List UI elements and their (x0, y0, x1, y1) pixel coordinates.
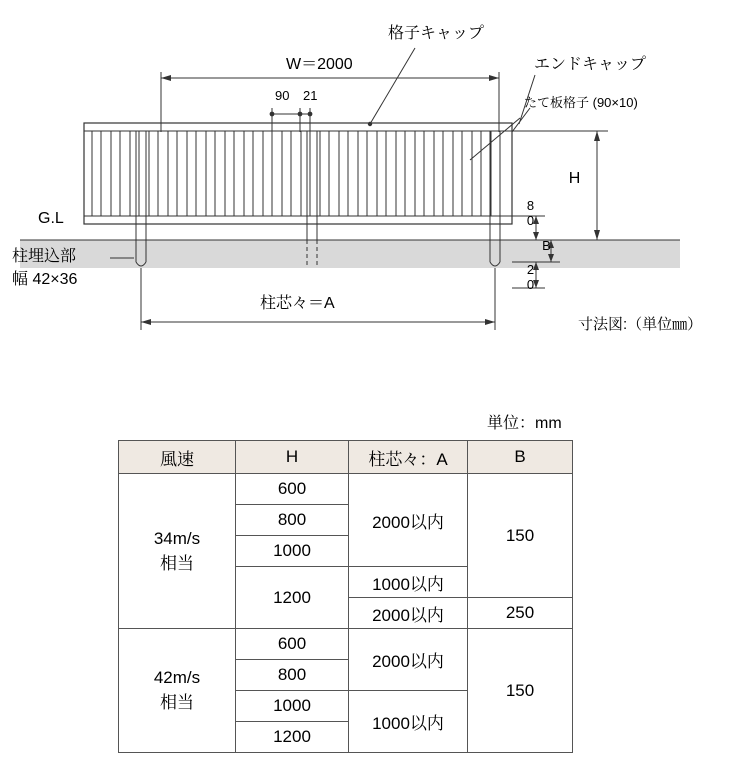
cell-a-1000-34: 1000以内 (349, 567, 468, 598)
cell-b-250-34: 250 (468, 598, 573, 629)
label-end-cap: エンドキャップ (534, 56, 647, 73)
table-row (119, 629, 573, 660)
table-row (119, 474, 573, 505)
cell-h-1200-34: 1200 (236, 567, 349, 629)
label-slat: たて板格子 (90×10) (524, 95, 638, 110)
fence-panel-outline (84, 123, 512, 224)
cell-h-600-34: 600 (236, 474, 349, 505)
wind-34-line1: 34m/s (153, 528, 201, 548)
cell-b-150-34: 150 (468, 474, 573, 598)
wind-34-line2: 相当 (160, 553, 194, 573)
label-post-embed-title: 柱埋込部 (12, 248, 77, 265)
label-pitch-90: 90 (275, 88, 290, 103)
cell-h-800-42: 800 (236, 660, 349, 691)
cell-h-600-42: 600 (236, 629, 349, 660)
col-header-h: H (236, 441, 349, 474)
label-dim-20: 20 (523, 262, 538, 292)
cell-a-2000b-34: 2000以内 (349, 598, 468, 629)
vertical-slats (92, 131, 500, 216)
label-pitch-21: 21 (303, 88, 318, 103)
label-width: W＝2000 (286, 56, 353, 73)
col-header-wind: 風速 (119, 441, 236, 474)
dim-pitch (270, 108, 313, 132)
cell-wind-42 (119, 629, 236, 753)
label-height-h: H (566, 170, 583, 187)
leader-cap-top (368, 48, 415, 126)
cell-h-1200-42: 1200 (236, 722, 349, 753)
ground-band (20, 240, 680, 268)
spec-table (118, 440, 573, 753)
cell-wind-34 (119, 474, 236, 629)
cell-a-2000-42: 2000以内 (349, 629, 468, 691)
cell-a-2000-34: 2000以内 (349, 474, 468, 567)
cell-h-800-34: 800 (236, 505, 349, 536)
drawing-note: 寸法図:（単位㎜） (578, 316, 703, 333)
label-dim-b: B (539, 238, 554, 253)
cell-h-1000-34: 1000 (236, 536, 349, 567)
table-header-row (119, 441, 573, 474)
spec-table-wrapper (118, 440, 573, 753)
cell-b-150-42: 150 (468, 629, 573, 753)
wind-42-line2: 相当 (160, 693, 194, 712)
label-post-embed-size: 幅 42×36 (12, 271, 78, 288)
col-header-b: B (468, 441, 573, 474)
table-unit-label: 単位：mm (487, 415, 562, 432)
cell-h-1000-42: 1000 (236, 691, 349, 722)
col-header-a: 柱芯々：A (349, 441, 468, 474)
wind-42-line1: 42m/s (153, 668, 201, 687)
label-center-to-center: 柱芯々＝A (260, 295, 335, 312)
label-ground-line: G.L (38, 210, 64, 227)
label-dim-80: 80 (523, 198, 538, 228)
cell-a-1000-42: 1000以内 (349, 691, 468, 753)
label-lattice-cap: 格子キャップ (388, 25, 485, 42)
